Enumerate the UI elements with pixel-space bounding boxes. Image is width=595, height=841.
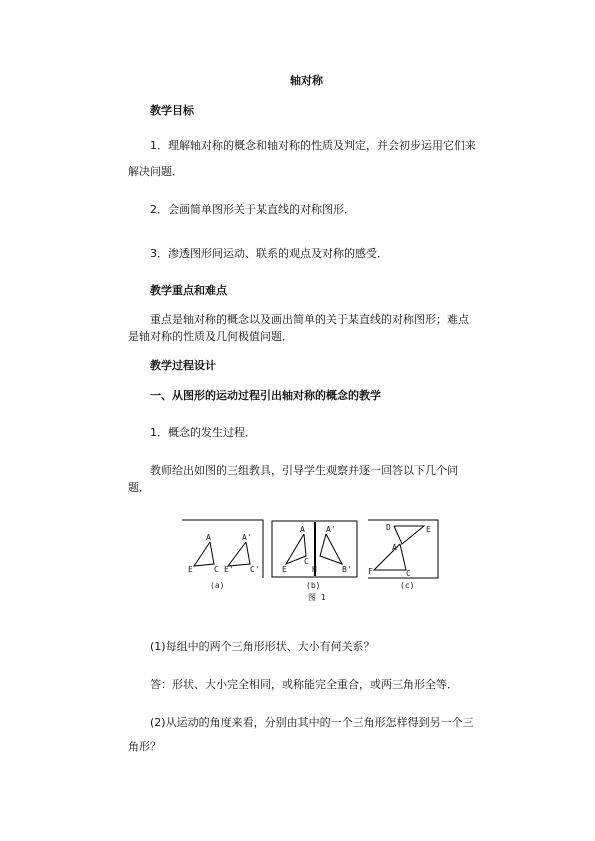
panel-c-triangle-2 xyxy=(394,526,424,544)
label-a-E: E xyxy=(188,565,193,574)
teacher-line-1: 教师给出如图的三组教具，引导学生观察并逐一回答以下几个问 xyxy=(150,464,458,477)
label-c-E: E xyxy=(426,525,431,534)
panel-b-triangle-2 xyxy=(320,534,342,564)
triangle-figure xyxy=(180,518,440,606)
process-heading: 教学过程设计 xyxy=(150,359,216,372)
panel-a-label: (a) xyxy=(210,581,225,590)
goals-heading: 教学目标 xyxy=(150,104,194,117)
key-points-line-1: 重点是轴对称的概念以及画出简单的关于某直线的对称图形；难点 xyxy=(150,313,469,326)
panel-a-triangle-1 xyxy=(194,542,214,566)
label-a-A2: A' xyxy=(242,533,252,542)
label-b-B2: B' xyxy=(342,565,352,574)
key-points-line-2: 是轴对称的性质及几何极值问题． xyxy=(128,330,293,343)
panel-a-triangle-2 xyxy=(228,542,250,566)
page-title: 轴对称 xyxy=(290,74,323,87)
key-points-heading: 教学重点和难点 xyxy=(150,284,227,297)
label-a-C2: C' xyxy=(250,565,260,574)
label-c-A: A xyxy=(392,543,397,552)
part-1-heading: 一、从图形的运动过程引出轴对称的概念的教学 xyxy=(150,389,381,402)
question-2-line-2: 角形？ xyxy=(128,740,161,753)
goal-2: 2．会画简单图形关于某直线的对称图形． xyxy=(150,203,355,216)
label-c-C: C xyxy=(406,569,411,578)
question-2-line-1: (2)从运动的角度来看，分别由其中的一个三角形怎样得到另一个三 xyxy=(150,716,474,729)
goal-3: 3．渗透图形间运动、联系的观点及对称的感受． xyxy=(150,247,388,260)
panel-b-triangle-1 xyxy=(286,534,306,564)
label-a-C: C xyxy=(214,565,219,574)
panel-b-label: (b) xyxy=(306,581,321,590)
goal-1-line-2: 解决问题． xyxy=(128,165,183,178)
label-b-E: E xyxy=(282,565,287,574)
question-1: (1)每组中的两个三角形形状、大小有何关系？ xyxy=(150,640,375,653)
goal-1-line-1: 1．理解轴对称的概念和轴对称的性质及判定，并会初步运用它们来 xyxy=(150,139,476,152)
label-c-F: F xyxy=(368,567,373,576)
label-b-A2: A' xyxy=(326,525,336,534)
figure-caption: 图 1 xyxy=(308,593,326,602)
answer-1: 答：形状、大小完全相同，或称能完全重合，或两三角形全等． xyxy=(150,678,458,691)
label-b-H: H xyxy=(312,565,317,574)
concept-step: 1．概念的发生过程． xyxy=(150,426,256,439)
label-b-C: C xyxy=(304,557,309,566)
panel-c-triangle-1 xyxy=(374,544,406,570)
label-a-A: A xyxy=(206,533,211,542)
label-b-A: A xyxy=(300,525,305,534)
panel-c-label: (c) xyxy=(400,581,415,590)
label-c-D: D xyxy=(386,523,391,532)
label-a-E2: E' xyxy=(224,565,234,574)
teacher-line-2: 题． xyxy=(128,481,150,494)
